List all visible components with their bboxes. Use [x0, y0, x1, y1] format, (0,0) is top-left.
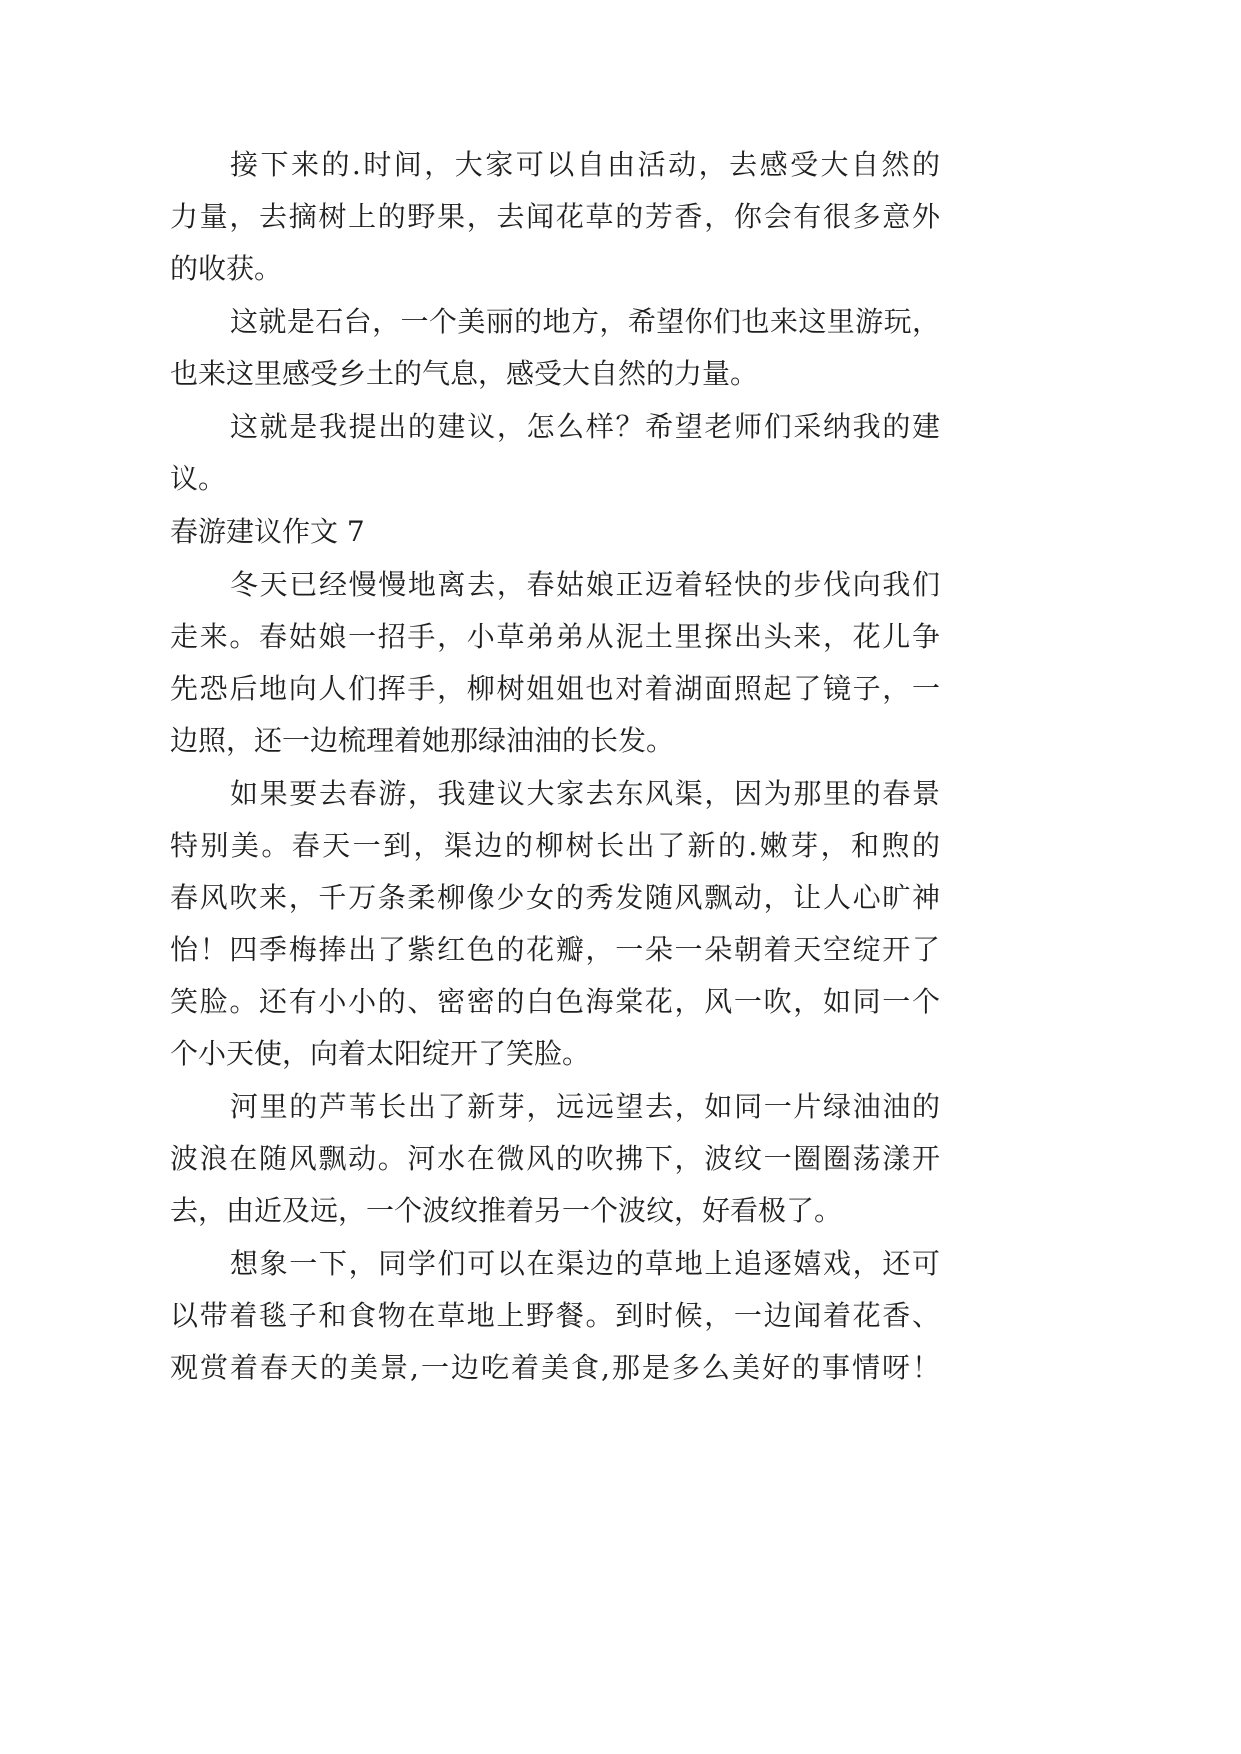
text-line: 这就是我提出的建议，怎么样？希望老师们采纳我的建 — [230, 410, 940, 443]
text-line: 走来。春姑娘一招手，小草弟弟从泥土里探出头来，花儿争 — [170, 620, 940, 653]
text-line: 河里的芦苇长出了新芽，远远望去，如同一片绿油油的 — [230, 1090, 940, 1123]
document-body — [170, 139, 940, 1395]
essay-heading: 春游建议作文 7 — [170, 515, 365, 548]
text-line: 春风吹来，千万条柔柳像少女的秀发随风飘动，让人心旷神 — [170, 881, 940, 914]
text-line: 如果要去春游，我建议大家去东风渠，因为那里的春景 — [230, 777, 940, 810]
text-line: 也来这里感受乡土的气息，感受大自然的力量。 — [170, 357, 759, 390]
paragraph — [170, 1081, 940, 1237]
text-line: 波浪在随风飘动。河水在微风的吹拂下，波纹一圈圈荡漾开 — [170, 1142, 940, 1175]
text-line: 想象一下，同学们可以在渠边的草地上追逐嬉戏，还可 — [230, 1247, 940, 1280]
text-line: 力量，去摘树上的野果，去闻花草的芳香，你会有很多意外 — [170, 200, 940, 233]
text-line: 观赏着春天的美景,一边吃着美食,那是多么美好的事情呀！ — [170, 1351, 940, 1384]
text-line: 接下来的.时间，大家可以自由活动，去感受大自然的 — [230, 148, 940, 181]
paragraph — [170, 768, 940, 1080]
text-line: 冬天已经慢慢地离去，春姑娘正迈着轻快的步伐向我们 — [230, 568, 940, 601]
paragraph — [170, 139, 940, 295]
text-line: 的收获。 — [170, 252, 283, 285]
paragraph — [170, 401, 940, 505]
text-line: 议。 — [170, 462, 227, 495]
text-line: 这就是石台，一个美丽的地方，希望你们也来这里游玩， — [230, 305, 940, 338]
paragraph — [170, 1238, 940, 1394]
text-line: 去，由近及远，一个波纹推着另一个波纹，好看极了。 — [170, 1194, 843, 1227]
text-line: 笑脸。还有小小的、密密的白色海棠花，风一吹，如同一个 — [170, 985, 940, 1018]
text-line: 边照，还一边梳理着她那绿油油的长发。 — [170, 724, 675, 757]
text-line: 特别美。春天一到，渠边的柳树长出了新的.嫩芽，和煦的 — [170, 829, 940, 862]
text-line: 以带着毯子和食物在草地上野餐。到时候，一边闻着花香、 — [170, 1299, 940, 1332]
text-line: 怡！四季梅捧出了紫红色的花瓣，一朵一朵朝着天空绽开了 — [170, 933, 940, 966]
paragraph — [170, 296, 940, 400]
text-line: 个小天使，向着太阳绽开了笑脸。 — [170, 1037, 591, 1070]
paragraph — [170, 559, 940, 767]
text-line: 先恐后地向人们挥手，柳树姐姐也对着湖面照起了镜子，一 — [170, 672, 940, 705]
